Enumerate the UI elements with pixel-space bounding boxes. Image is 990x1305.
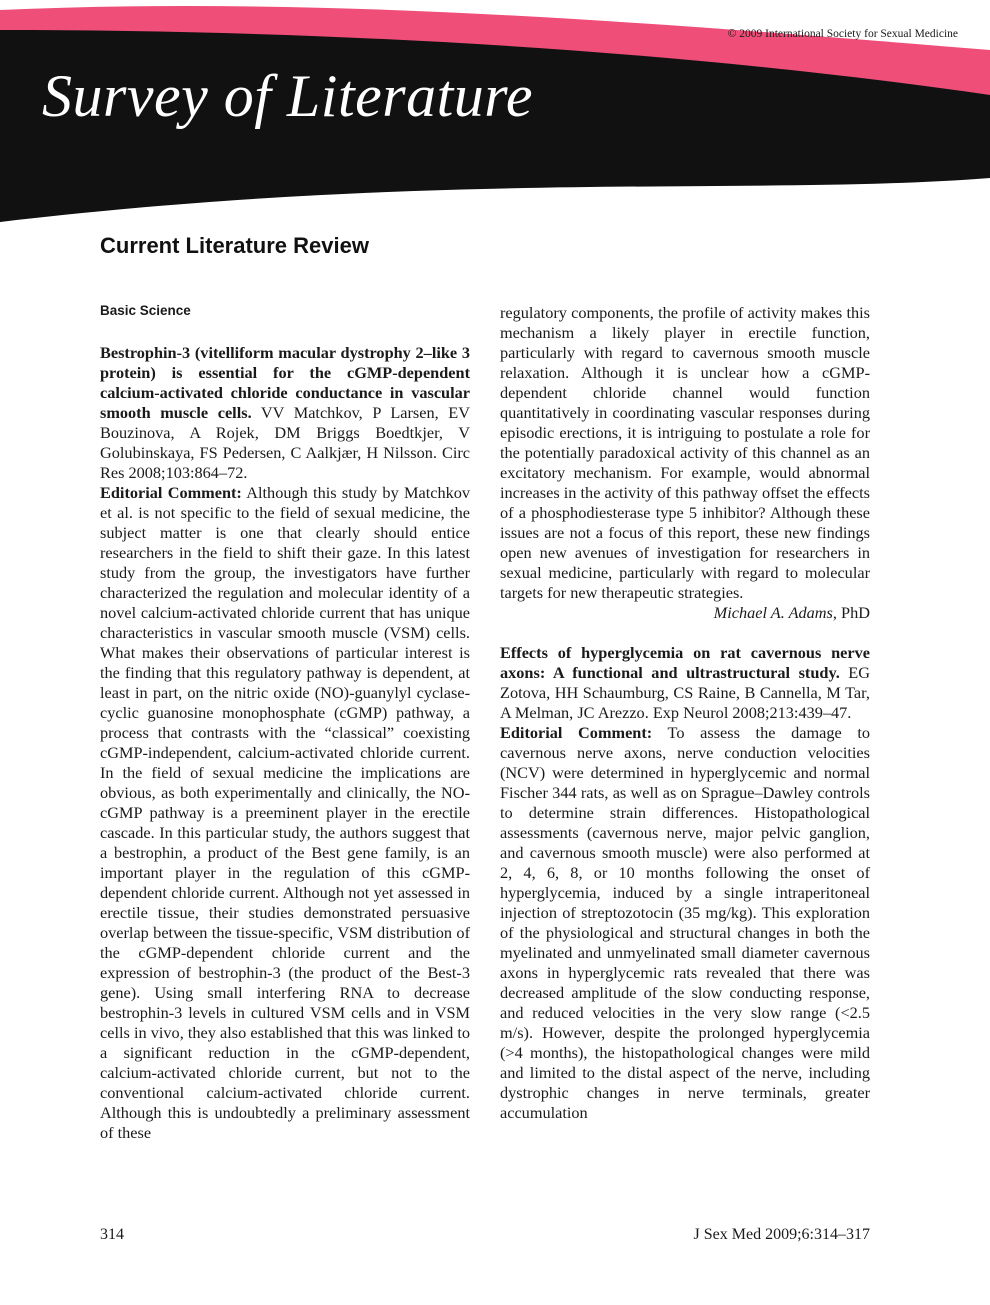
copyright-notice: © 2009 International Society for Sexual Medicine xyxy=(727,28,958,40)
page-number: 314 xyxy=(100,1226,124,1243)
article-2-comment-label: Editorial Comment: xyxy=(500,723,653,742)
journal-citation: J Sex Med 2009;6:314–317 xyxy=(693,1226,870,1243)
article-1 xyxy=(100,343,470,1143)
article-1-comment-text-part1: Although this study by Matchkov et al. is not specific to the field of sexual medicine, the subject matter is one that clearly should entice researchers in the field to shift their gaze. In this latest study from the group, the investigators have further characterized the regulation and molecular identity of a novel calcium-activated chloride current that has unique characteristics in vascular smooth muscle (VSM) cells. What makes their observations of particular interest is the finding that this regulatory pathway is dependent, at least in part, on the nitric oxide (NO)-guanylyl cyclase-cyclic guanosine monophosphate (cGMP) pathway, a process that contrasts with the “classical” coexisting cGMP-independent, calcium-activated chloride current. In the field of sexual medicine the implications are obvious, as both experimentally and clinically, the NO-cGMP pathway is a preeminent player in the erectile cascade. In this particular study, the authors suggest that a bestrophin, a product of the Best gene family, is an important player in the regulation of this cGMP-dependent chloride current. Although not yet assessed in erectile tissue, their studies demonstrated persuasive overlap between the tissue-specific, VSM distribution of the cGMP-dependent chloride current and the expression of bestrophin-3 (the product of the Best-3 gene). Using small interfering RNA to decrease bestrophin-3 levels in cultured VSM cells and in VSM cells in vivo, they also established that this was linked to a significant reduction in the cGMP-dependent, calcium-activated chloride current, but not to the conventional calcium-activated chloride current. Although this is undoubtedly a preliminary assessment of these xyxy=(100,483,471,1142)
article-1-comment-continued: regulatory components, the profile of activity makes this mechanism a likely player in erectile function, particularly with regard to cavernous smooth muscle relaxation. Although it is unclear how a cGMP-dependent chloride channel would function quantitatively in coordinating vascular responses during episodic erections, it is intriguing to postulate a role for the potentially paradoxical activity of this channel as an excitatory mechanism. For example, would abnormal increases in the activity of this pathway offset the effects of a phosphodiesterase type 5 inhibitor? Although these issues are not a focus of this report, these new findings open new avenues of investigation for researchers in sexual medicine, particularly with regard to molecular targets for new therapeutic strategies. xyxy=(500,303,870,602)
signature-name: Michael A. Adams xyxy=(713,603,833,622)
journal-section-title: Survey of Literature xyxy=(42,63,534,129)
article-1-comment xyxy=(100,483,470,1143)
page-footer xyxy=(100,1226,870,1244)
article-2 xyxy=(500,643,870,1123)
article-2-comment xyxy=(500,723,870,1123)
subsection-heading: Basic Science xyxy=(100,303,191,318)
article-1-citation: VV Matchkov, P Larsen, EV Bouzinova, A Rojek, DM Briggs Boedtkjer, V Golubinskaya, FS Pedersen, C Aalkjær, H Nilsson. Circ Res 2008;103:864–72. xyxy=(100,403,470,482)
article-2-citation: EG Zotova, HH Schaumburg, CS Raine, B Cannella, M Tar, A Melman, JC Arezzo. Exp Neurol 2008;213:439–47. xyxy=(500,663,870,722)
left-column xyxy=(100,303,470,1143)
signature-degree: , PhD xyxy=(832,603,870,622)
article-1-entry xyxy=(100,343,470,483)
article-1-title: Bestrophin-3 (vitelliform macular dystrophy 2–like 3 protein) is essential for the cGMP-dependent calcium-activated chloride conductance in vascular smooth muscle cells. xyxy=(100,343,470,422)
section-heading: Current Literature Review xyxy=(100,233,369,258)
article-1-signature xyxy=(500,603,870,623)
right-column xyxy=(500,303,870,1123)
article-2-comment-text: To assess the damage to cavernous nerve axons, nerve conduction velocities (NCV) were determined in hyperglycemic and normal Fischer 344 rats, as well as on Sprague–Dawley controls to determine strain differences. Histopathological assessments (cavernous nerve, major pelvic ganglion, and cavernous smooth muscle) were also performed at 2, 4, 6, 8, or 10 months following the onset of hyperglycemia, induced by a single intraperitoneal injection of streptozotocin (35 mg/kg). This exploration of the physiological and structural changes in both the myelinated and unmyelinated small diameter cavernous axons in hyperglycemic rats revealed that there was decreased amplitude of the slow conducting response, and reduced velocities in the very slow range (<2.5 m/s). However, despite the prolonged hyperglycemia (>4 months), the histopathological changes were mild and limited to the distal aspect of the nerve, including dystrophic changes in nerve terminals, greater accumulation xyxy=(500,723,870,1122)
article-2-entry xyxy=(500,643,870,723)
article-2-title: Effects of hyperglycemia on rat cavernous nerve axons: A functional and ultrastructural study. xyxy=(500,643,870,682)
article-1-continued xyxy=(500,303,870,623)
article-1-comment-label: Editorial Comment: xyxy=(100,483,242,502)
